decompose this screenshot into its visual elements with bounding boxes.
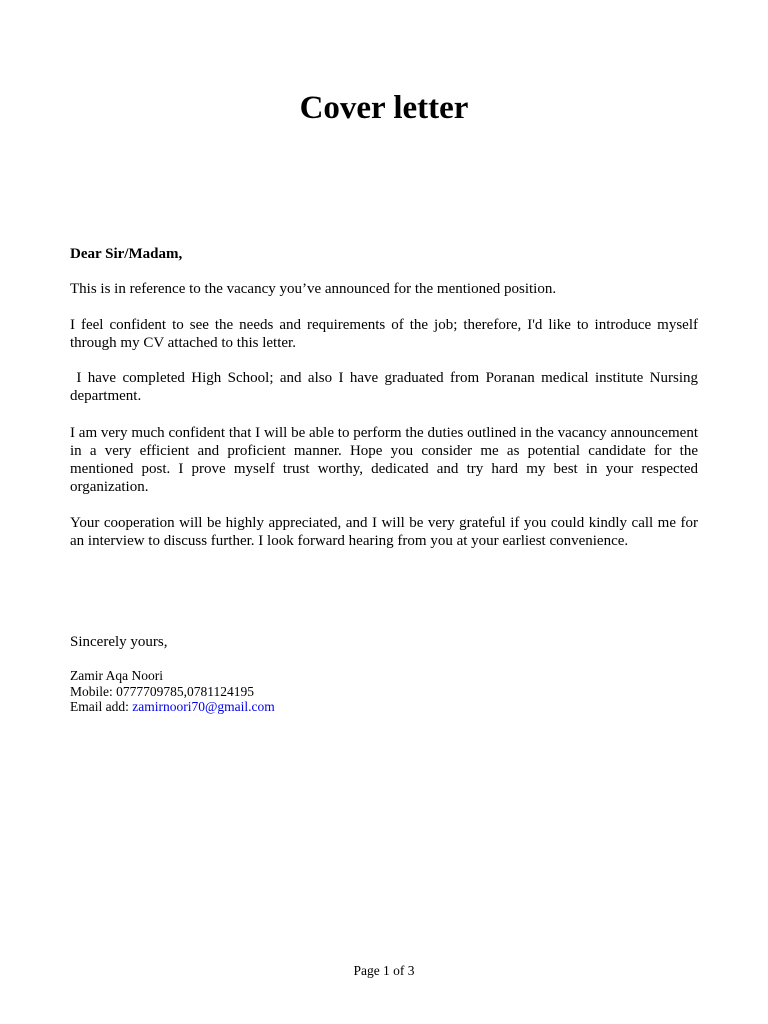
mobile-line bbox=[70, 684, 698, 700]
paragraph-3: I have completed High School; and also I have graduated from Poranan medical institute Nursing department. bbox=[70, 370, 702, 404]
signature-block bbox=[70, 668, 698, 715]
paragraph-4: I am very much confident that I will be able to perform the duties outlined in the vacancy announcement in a very efficient and proficient manner. Hope you consider me as potential candidate for the mentioned post. I prove myself trust worthy, dedicated and try hard my best in your respected organization. bbox=[70, 425, 698, 495]
email-label: Email add: bbox=[70, 699, 133, 714]
salutation: Dear Sir/Madam, bbox=[70, 246, 183, 262]
paragraph-2: I feel confident to see the needs and requirements of the job; therefore, I'd like to introduce myself through my CV attached to this letter. bbox=[70, 317, 698, 351]
closing: Sincerely yours, bbox=[70, 634, 168, 650]
paragraph-5: Your cooperation will be highly appreciated, and I will be very grateful if you could kindly call me for an interview to discuss further. I look forward hearing from you at your earliest convenience. bbox=[70, 515, 698, 549]
paragraph-1: This is in reference to the vacancy you’ve announced for the mentioned position. bbox=[70, 281, 557, 297]
email-line bbox=[70, 699, 698, 715]
page-number: Page 1 of 3 bbox=[353, 963, 415, 978]
mobile-number: 0777709785,0781124195 bbox=[116, 683, 254, 699]
mobile-label: Mobile: bbox=[70, 683, 117, 699]
document-title: Cover letter bbox=[299, 90, 469, 126]
signer-name: Zamir Aqa Noori bbox=[70, 668, 163, 683]
email-link[interactable]: zamirnoori70@gmail.com bbox=[132, 699, 275, 714]
